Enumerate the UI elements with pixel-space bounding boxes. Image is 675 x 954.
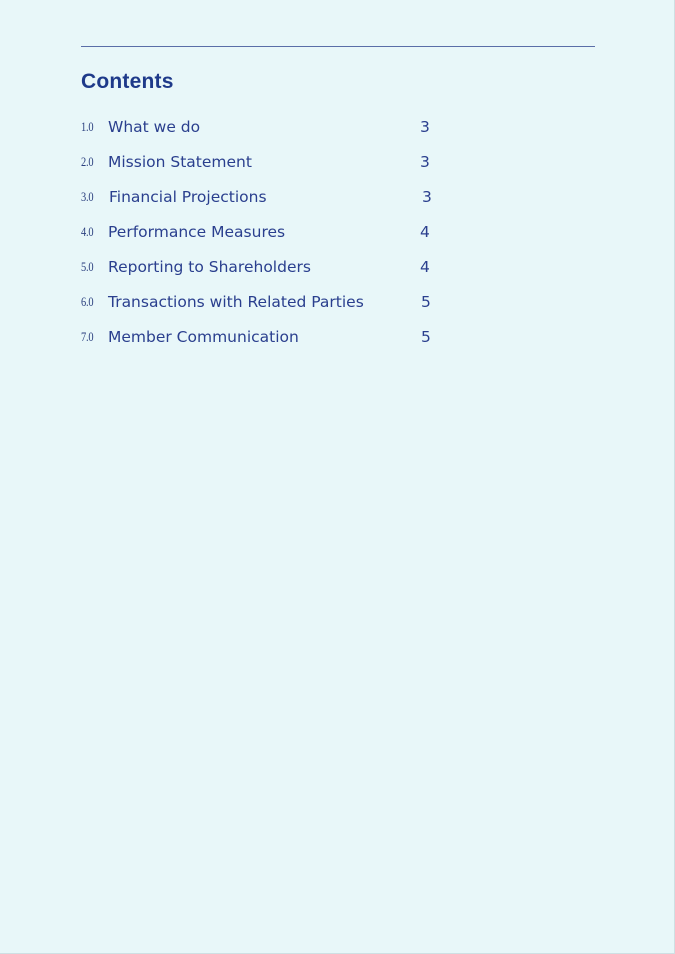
- toc-item-label: What we do: [108, 118, 201, 136]
- toc-item-number: 4.0: [81, 224, 94, 239]
- toc-item-reporting-to-shareholders[interactable]: [81, 254, 441, 289]
- toc-item-mission-statement[interactable]: [81, 149, 441, 184]
- table-of-contents: [81, 114, 441, 359]
- toc-item-page: 5: [421, 293, 431, 311]
- toc-item-number: 1.0: [81, 119, 94, 134]
- contents-title: Contents: [81, 70, 174, 93]
- toc-item-page: 4: [420, 223, 430, 241]
- toc-item-what-we-do[interactable]: [81, 114, 441, 149]
- toc-item-label: Financial Projections: [109, 188, 267, 206]
- toc-item-number: 5.0: [81, 259, 94, 274]
- toc-item-label: Transactions with Related Parties: [108, 293, 364, 311]
- toc-item-page: 5: [421, 328, 431, 346]
- toc-item-label: Performance Measures: [108, 223, 286, 241]
- toc-item-member-communication[interactable]: [81, 324, 441, 359]
- toc-item-number: 2.0: [81, 154, 94, 169]
- toc-item-performance-measures[interactable]: [81, 219, 441, 254]
- toc-item-page: 3: [420, 118, 430, 136]
- toc-item-page: 3: [422, 188, 432, 206]
- toc-item-number: 3.0: [81, 189, 94, 204]
- header-rule: [81, 46, 595, 47]
- toc-item-page: 4: [420, 258, 430, 276]
- toc-item-financial-projections[interactable]: [81, 184, 441, 219]
- toc-item-label: Member Communication: [108, 328, 299, 346]
- toc-item-label: Mission Statement: [108, 153, 252, 171]
- toc-item-page: 3: [420, 153, 430, 171]
- toc-item-number: 7.0: [81, 329, 94, 344]
- toc-item-transactions-with-related-parties[interactable]: [81, 289, 441, 324]
- toc-item-label: Reporting to Shareholders: [108, 258, 311, 276]
- toc-item-number: 6.0: [81, 294, 94, 309]
